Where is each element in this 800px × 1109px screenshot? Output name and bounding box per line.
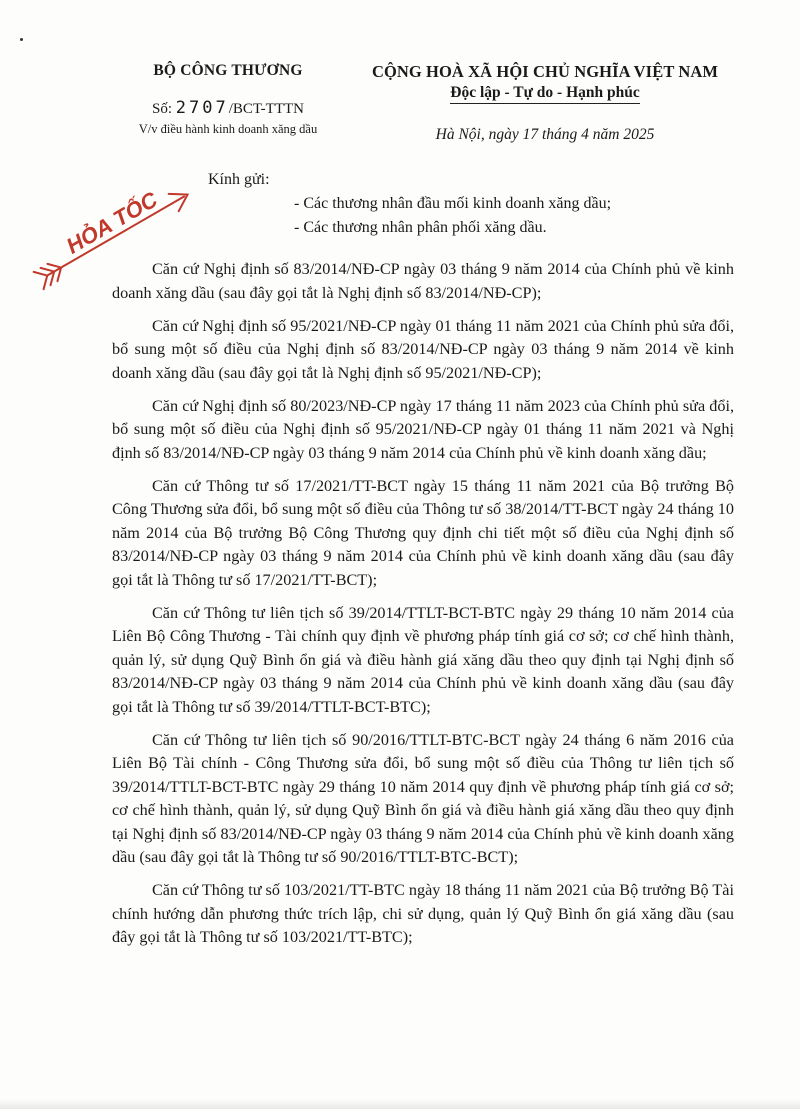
legal-basis-paragraph: Căn cứ Thông tư liên tịch số 90/2016/TTLT-BTC-BCT ngày 24 tháng 6 năm 2016 của Liên Bộ Tài chính - Công Thương sửa đổi, bổ sung một số điều của Thông tư liên tịch số 39/2014/TTLT-BCT-BTC ngày 29 tháng 10 năm 2014 quy định về phương pháp tính giá cơ sở; cơ chế hình thành, quản lý, sử dụng Quỹ Bình ổn giá và điều hành giá xăng dầu theo quy định tại Nghị định số 83/2014/NĐ-CP ngày 03 tháng 9 năm 2014 của Chính phủ về kinh doanh xăng dầu (sau đây gọi tắt là Thông tư số 90/2016/TTLT-BTC-BCT); [112,730,734,866]
scan-speck [20,38,23,41]
national-title: CỘNG HOÀ XÃ HỘI CHỦ NGHĨA VIỆT NAM [371,62,719,81]
issuer-block [108,62,348,137]
doc-number-handwritten: 2707 [175,98,229,118]
legal-basis-paragraph: Căn cứ Nghị định số 80/2023/NĐ-CP ngày 17 tháng 11 năm 2023 của Chính phủ sửa đổi, bổ sung một số điều của Nghị định số 95/2021/NĐ-CP ngày 01 tháng 11 năm 2021 và Nghị định số 83/2014/NĐ-CP ngày 03 tháng 9 năm 2014 của Chính phủ về kinh doanh xăng dầu; [112,396,734,462]
national-motto: Độc lập - Tự do - Hạnh phúc [450,84,640,101]
legal-basis-paragraph: Căn cứ Nghị định số 83/2014/NĐ-CP ngày 03 tháng 9 năm 2014 của Chính phủ về kinh doanh xăng dầu (sau đây gọi tắt là Nghị định số 83/2014/NĐ-CP); [112,260,734,302]
recipient-item: - Các thương nhân phân phối xăng dầu. [294,219,547,236]
ministry-name: BỘ CÔNG THƯƠNG [153,62,303,79]
recipient-item: - Các thương nhân đầu mối kinh doanh xăng dầu; [294,195,612,212]
place-date: Hà Nội, ngày 17 tháng 4 năm 2025 [435,126,655,143]
doc-number-suffix: /BCT-TTTN [228,101,304,117]
recipients-list [294,192,611,240]
document-body [112,258,734,959]
recipients-block [208,168,611,240]
doc-number-prefix: Số: [152,101,176,117]
document-number [108,98,348,118]
document-subject: V/v điều hành kinh doanh xăng dầu [138,122,318,136]
legal-basis-paragraph: Căn cứ Thông tư số 103/2021/TT-BTC ngày 18 tháng 11 năm 2021 của Bộ trưởng Bộ Tài chính hướng dẫn phương thức trích lập, chi sử dụng, quản lý Quỹ Bình ổn giá xăng dầu (sau đây gọi tắt là Thông tư số 103/2021/TT-BTC); [112,881,734,946]
recipients-label: Kính gửi: [208,171,270,188]
stamp-text: HỎA TỐC [61,186,162,259]
scan-edge-shadow [0,1099,800,1109]
legal-basis-paragraph: Căn cứ Thông tư liên tịch số 39/2014/TTLT-BCT-BTC ngày 29 tháng 10 năm 2014 của Liên Bộ Công Thương - Tài chính quy định về phương pháp tính giá cơ sở; cơ chế hình thành, quản lý, sử dụng Quỹ Bình ổn giá và điều hành giá xăng dầu theo quy định tại Nghị định số 83/2014/NĐ-CP ngày 03 tháng 9 năm 2014 của Chính phủ về kinh doanh xăng dầu (sau đây gọi tắt là Thông tư số 39/2014/TTLT-BCT-BTC); [112,603,734,716]
legal-basis-paragraph: Căn cứ Nghị định số 95/2021/NĐ-CP ngày 01 tháng 11 năm 2021 của Chính phủ sửa đổi, bổ sung một số điều của Nghị định số 83/2014/NĐ-CP ngày 03 tháng 9 năm 2014 về kinh doanh xăng dầu (sau đây gọi tắt là Nghị định số 95/2021/NĐ-CP); [112,316,734,382]
national-header [350,62,740,144]
motto-underline [450,103,640,104]
legal-basis-paragraph: Căn cứ Thông tư số 17/2021/TT-BCT ngày 15 tháng 11 năm 2021 của Bộ trưởng Bộ Công Thương sửa đổi, bổ sung một số điều của Thông tư số 38/2014/TT-BCT ngày 24 tháng 10 năm 2014 của Bộ trưởng Bộ Công Thương quy định chi tiết một số điều của Nghị định số 83/2014/NĐ-CP ngày 03 tháng 9 năm 2014 của Chính phủ về kinh doanh xăng dầu (sau đây gọi tắt là Thông tư số 17/2021/TT-BCT); [112,476,734,589]
